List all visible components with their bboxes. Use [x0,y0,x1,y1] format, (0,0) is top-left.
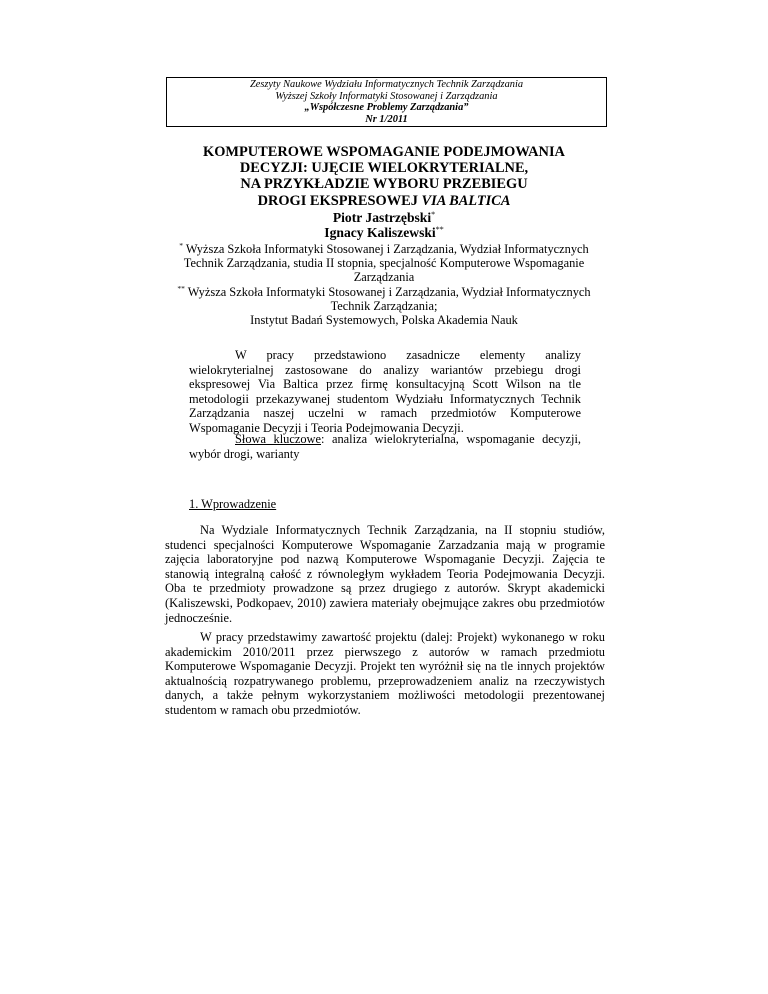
affiliation-mark: ** [177,283,185,293]
affiliations [164,242,604,327]
author-footnote-mark: * [431,210,436,219]
affiliation-line: * Wyższa Szkoła Informatyki Stosowanej i Zarządzania, Wydział Informatycznych [179,241,589,256]
body-paragraph: W pracy przedstawimy zawartość projektu (dalej: Projekt) wykonanego w roku akademickim 2010/2011 przez pierwszego z autorów w ramach przedmiotu Komputerowe Wspomaganie Decyzji. Projekt ten wyróżnił się na tle innych projektów aktualnością rozpatrywanego problemu, przeprowadzeniem analiz na rzeczywistych danych, a także pełnym wykorzystaniem możliwości metodologii prezentowanej studentom w ramach obu przedmiotów. [165,630,605,717]
affiliation-line: ** Wyższa Szkoła Informatyki Stosowanej i Zarządzania, Wydział Informatycznych [177,283,591,299]
author-name: Piotr Jastrzębski* [332,210,436,225]
affiliation-line: Zarządzania [353,270,415,285]
title-line-italic: VIA BALTICA [421,192,511,209]
affiliation-mark: * [179,241,183,250]
section-heading: 1. Wprowadzenie [189,497,277,511]
journal-header-line: Zeszyty Naukowe Wydziału Informatycznych Technik Zarządzania [249,79,524,90]
title-line-prefix: DROGI EKSPRESOWEJ [257,192,418,209]
journal-header-line: Wyższej Szkoły Informatyki Stosowanej i Zarządzania [275,90,498,102]
affiliation-line: Technik Zarządzania; [330,298,438,313]
author-name: Ignacy Kaliszewski** [324,225,444,240]
keywords-label: Słowa kluczowe [235,432,321,446]
keywords [189,432,581,461]
affiliation-line: Instytut Badań Systemowych, Polska Akademia Nauk [250,313,518,328]
title-line: NA PRZYKŁADZIE WYBORU PRZEBIEGU [240,176,528,193]
title-line [150,193,618,209]
author-list [150,210,618,240]
title-line: KOMPUTEROWE WSPOMAGANIE PODEJMOWANIA [203,144,565,160]
keywords-text: : analiza wielokryterialna, wspomaganie decyzji, wybór drogi, warianty [189,432,581,461]
abstract: W pracy przedstawiono zasadnicze elementy analizy wielokryterialnej zastosowane do analizy wariantów przebiegu drogi ekspresowej Via Baltica przez firmę konsultacyjną Scott Wilson na tle metodologii przekazywanej studentom Wydziału Informatycznych Technik Zarządzania naszej uczelni w ramach przedmiotów Komputerowe Wspomaganie Decyzji i Teoria Podejmowania Decyzji. [189,348,581,435]
journal-series-title: „Współczesne Problemy Zarządzania” [304,102,469,114]
journal-issue-number: Nr 1/2011 [365,113,408,125]
affiliation-line: Technik Zarządzania, studia II stopnia, specjalność Komputerowe Wspomaganie [183,256,585,271]
author-footnote-mark: ** [435,225,444,234]
title-line: DECYZJI: UJĘCIE WIELOKRYTERIALNE, [239,160,529,177]
paper-title [150,144,618,209]
body-paragraph: Na Wydziale Informatycznych Technik Zarządzania, na II stopniu studiów, studenci specjalności Komputerowe Wspomaganie Zarzadzania mają w programie zajęcia laboratoryjne pod nazwą Komputerowe Wspomaganie Decyzji. Zajęcia te stanowią integralną całość z równoległym wykładem Teoria Podejmowania Decyzji. Oba te przedmioty prowadzone są przez drugiego z autorów. Skrypt akademicki (Kaliszewski, Podkopaev, 2010) zawiera materiały obejmujące zakres obu przedmiotów jednocześnie. [165,523,605,625]
journal-header-box [166,77,607,127]
